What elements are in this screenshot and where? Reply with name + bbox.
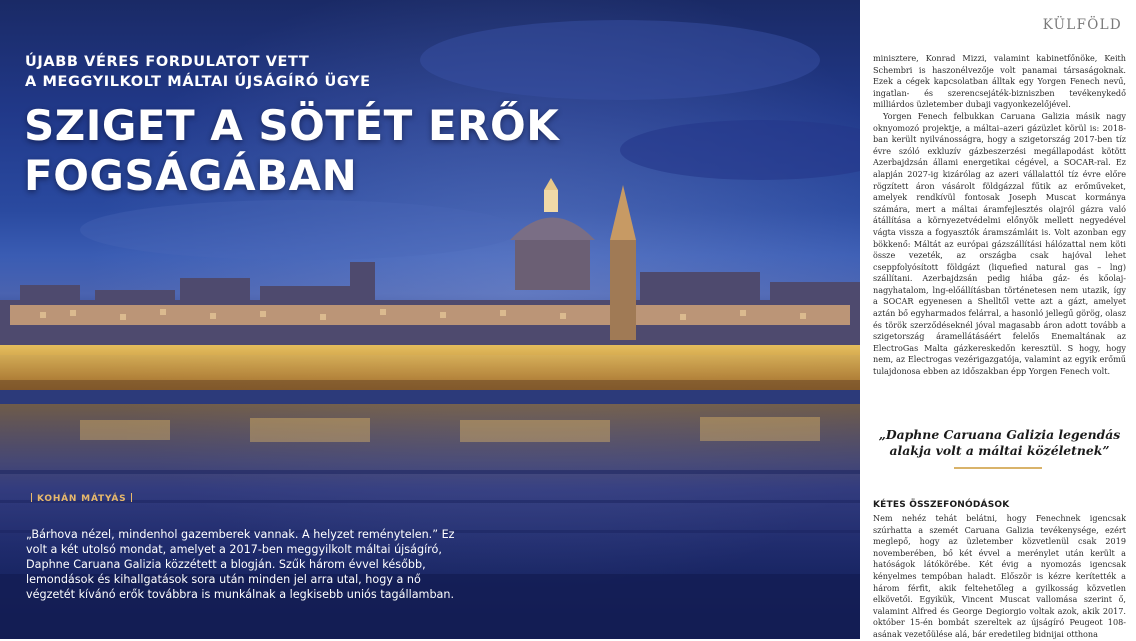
article-headline	[24, 101, 644, 201]
body-paragraph: Nem nehéz tehát belátni, hogy Fenechnek igencsak szúrhatta a szemét Caruana Galizia tevékenysége, ezért meglepő, hogy az üzletember közvetlenül csak 2019 novemberében, bő két évvel a merénylet után került a hatóságok látókörébe. Két évig a nyomozás igencsak kényelmes tempóban haladt. Először is kézre kerítették a három férfit, akik feltehetőleg a gyilkosság közvetlen elkövetői. Egyikük, Vincent Muscat vallomása szerint ő, valamint Alfred és George Degiorgio voltak azok, akik 2017. október 15-én bombát szereltek az újságíró Peugeot 108-asának vezetőülése alá, bár eredetileg bidnijai otthona	[873, 513, 1126, 639]
author-name: KOHÁN MÁTYÁS	[37, 494, 127, 504]
byline-divider	[31, 493, 32, 502]
kicker-line: A MEGGYILKOLT MÁLTAI ÚJSÁGÍRÓ ÜGYE	[25, 74, 371, 90]
article-lead: „Bárhova nézel, mindenhol gazemberek vannak. A helyzet reménytelen.” Ez volt a két utolsó mondat, amelyet a 2017-ben meggyilkolt máltai újságíró, Daphne Caruana Galizia közzétett a blogján. Szűk három évvel később, lemondások és kihallgatások sora után minden jel arra utal, hogy a nő végzetét kívánó erők továbbra is munkálnak a legkisebb uniós tagállamban.	[26, 528, 455, 601]
kicker-line: ÚJABB VÉRES FORDULATOT VETT	[25, 54, 310, 70]
author-byline	[26, 493, 137, 504]
byline-divider	[131, 493, 132, 502]
body-text-upper	[873, 53, 1126, 378]
section-subhead: KÉTES ÖSSZEFONÓDÁSOK	[873, 500, 1010, 510]
pull-quote-rule	[954, 467, 1042, 469]
body-paragraph: Yorgen Fenech felbukkan Caruana Galizia másik nagy oknyomozó projektje, a máltai–azeri gázüzlet körül is: 2018-ban került nyilvánosságra, hogy a szigetország 2017-ben tíz évre szóló exkluzív gázbeszerzési megállapodást kötött Azerbajdzsán állami energetikai cégével, a SOCAR-ral. Ez alapján 2027-ig kizárólag az azeri vállalattól tíz évre előre rögzített áron vásárolt földgázzal fűtik az erőműveket, amelyek rendkívül fontosak Joseph Muscat kormánya számára, mert a máltai áramfejlesztés olajról gázra való átállítása a környezetvédelmi előnyök mellett negyedével vágta vissza a fogyasztók áramszámláit is. Volt azonban egy bökkenő: Máltát az európai gázszállítási hálózattal nem köti össze vezeték, az országba csak hajóval lehet cseppfolyósított földgázt (liquefied natural gas – lng) szállítani. Azerbajdzsán pedig hiába gáz- és kőolaj-nagyhatalom, lng-előállításban történetesen nem utazik, így a SOCAR egyenesen a Shelltől vette azt a gázt, amelyet aztán bő egyharmados felárral, a hasonló jellegű görög, olasz és török szerződéseknél jóval magasabb áron adott tovább a szigetország áramellátásáért felelős Enemaltának az ElectroGas Malta gázkereskedőn keresztül. S hogy, hogy nem, az Electrogas vezérigazgatója, valamint az egyik erőmű tulajdonosa ebben az időszakban épp Yorgen Fenech volt.	[873, 110, 1126, 377]
body-paragraph: minisztere, Konrad Mizzi, valamint kabinetfőnöke, Keith Schembri is haszonélvezője volt panamai társaságoknak. Ezek a cégek kapcsolatban álltak egy Yorgen Fenech nevű, ingatlan- és szerencsejáték-bizniszben tevékenykedő milliárdos üzletember dubaji vagyonkezelőjével.	[873, 53, 1126, 110]
pull-quote: „Daphne Caruana Galizia legendás alakja volt a máltai közéletnek”	[878, 427, 1121, 458]
article-column	[868, 0, 1136, 639]
section-label: KÜLFÖLD	[1042, 17, 1122, 33]
article-kicker	[25, 52, 585, 92]
headline-line: SZIGET A SÖTÉT ERŐK	[24, 101, 560, 150]
headline-line: FOGSÁGÁBAN	[24, 151, 358, 200]
body-text-lower	[873, 513, 1126, 641]
